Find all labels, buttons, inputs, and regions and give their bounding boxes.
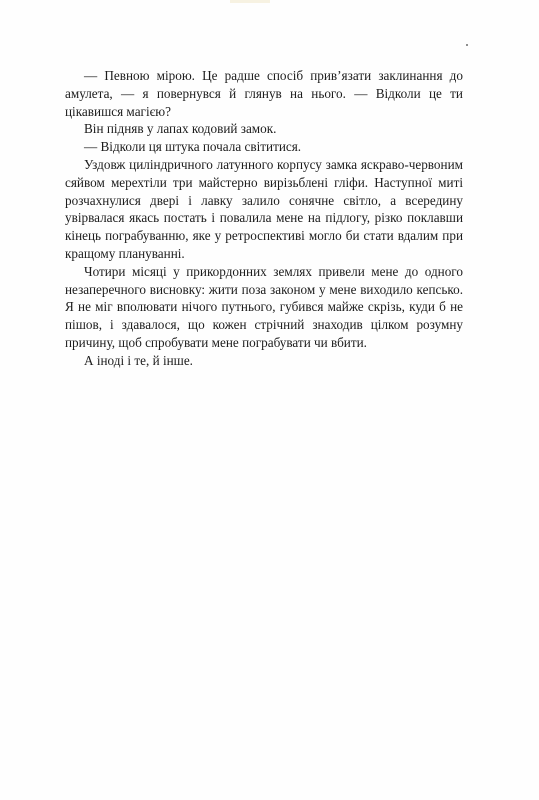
paragraph: Він підняв у лапах кодовий замок. [84, 121, 277, 137]
page-speck [466, 44, 468, 46]
paragraph: Чотири місяці у прикордонних землях привели мене до одного незаперечного висновку: жити поза законом у мене виходило кепсько. Я не міг вполювати нічого путнього, губився майже скрізь, куди б не пішов, і здавалося, що кожен стрічний знаходив цілком розумну причину, щоб спробувати мене пограбувати чи вбити. [65, 263, 463, 350]
body-text [65, 67, 463, 370]
paragraph: — Певною мірою. Це радше спосіб прив’язати заклинання до амулета, — я повернувся й глянув на нього. — Відколи це ти цікавишся магією? [65, 68, 463, 119]
top-edge-mark [230, 0, 270, 3]
paragraph: Уздовж циліндричного латунного корпусу замка яскраво-червоним сяйвом мерехтіли три майстерно вирізьблені гліфи. Наступної миті розчахнулися двері і лавку залило сонячне світло, а всередину увірвалася якась постать і повалила мене на підлогу, різко поклавши кінець пограбуванню, яке у ретроспективі могло би стати вдалим при кращому плануванні. [65, 156, 463, 261]
paragraph: А іноді і те, й інше. [84, 352, 193, 368]
paragraph: — Відколи ця штука почала світитися. [84, 139, 302, 155]
